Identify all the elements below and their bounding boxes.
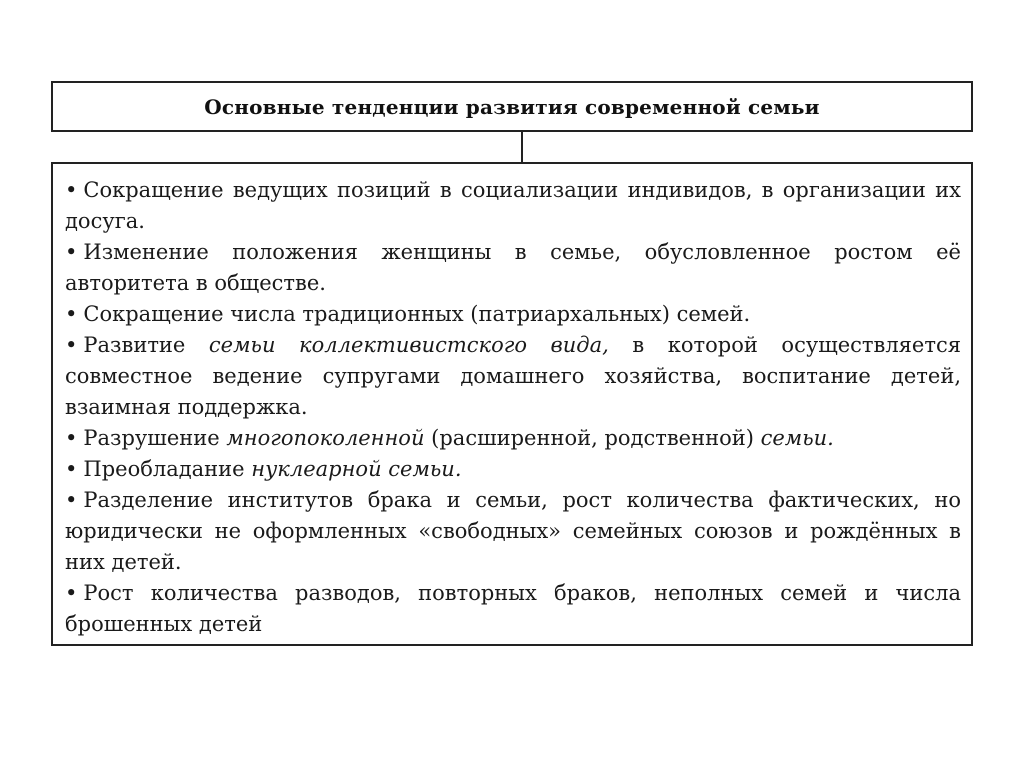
bullet-icon: • <box>65 240 78 264</box>
item-text: Разделение институтов брака и семьи, рост количества фактических, но юридически не оформленных «свободных» семейных союзов и рождённых в них детей. <box>65 488 961 574</box>
bullet-icon: • <box>65 178 78 202</box>
list-item <box>65 330 961 423</box>
bullet-icon: • <box>65 581 78 605</box>
bullet-icon: • <box>65 426 78 450</box>
title-box <box>51 81 973 132</box>
item-text: Разрушение <box>83 426 227 450</box>
item-text: Развитие <box>83 333 209 357</box>
list-item <box>65 578 961 640</box>
list-item <box>65 237 961 299</box>
item-text: в которой осуществляется совместное ведение супругами домашнего хозяйства, воспитание детей, взаимная поддержка. <box>65 333 961 419</box>
list-item <box>65 485 961 578</box>
bullet-icon: • <box>65 457 78 481</box>
item-text: Сокращение ведущих позиций в социализации индивидов, в организации их досуга. <box>65 178 961 233</box>
list-item <box>65 423 961 454</box>
item-text-italic: семьи коллективистского вида, <box>208 333 609 357</box>
connector-line <box>521 132 523 163</box>
tendencies-list <box>51 162 973 646</box>
bullet-icon: • <box>65 333 78 357</box>
item-text-italic: семьи. <box>760 426 834 450</box>
list-item <box>65 454 961 485</box>
bullet-icon: • <box>65 302 78 326</box>
item-text: Изменение положения женщины в семье, обусловленное ростом её авторитета в обществе. <box>65 240 961 295</box>
list-item <box>65 175 961 237</box>
list-item <box>65 299 961 330</box>
item-text: Преобладание <box>83 457 252 481</box>
bullet-icon: • <box>65 488 78 512</box>
slide-title: Основные тенденции развития современной семьи <box>204 94 820 119</box>
item-text-italic: нуклеарной семьи. <box>251 457 462 481</box>
item-text: Рост количества разводов, повторных браков, неполных семей и числа брошенных детей <box>65 581 961 636</box>
item-text-italic: многопоколенной <box>226 426 425 450</box>
item-text: Сокращение числа традиционных (патриархальных) семей. <box>83 302 751 326</box>
item-text: (расширенной, родственной) <box>424 426 761 450</box>
